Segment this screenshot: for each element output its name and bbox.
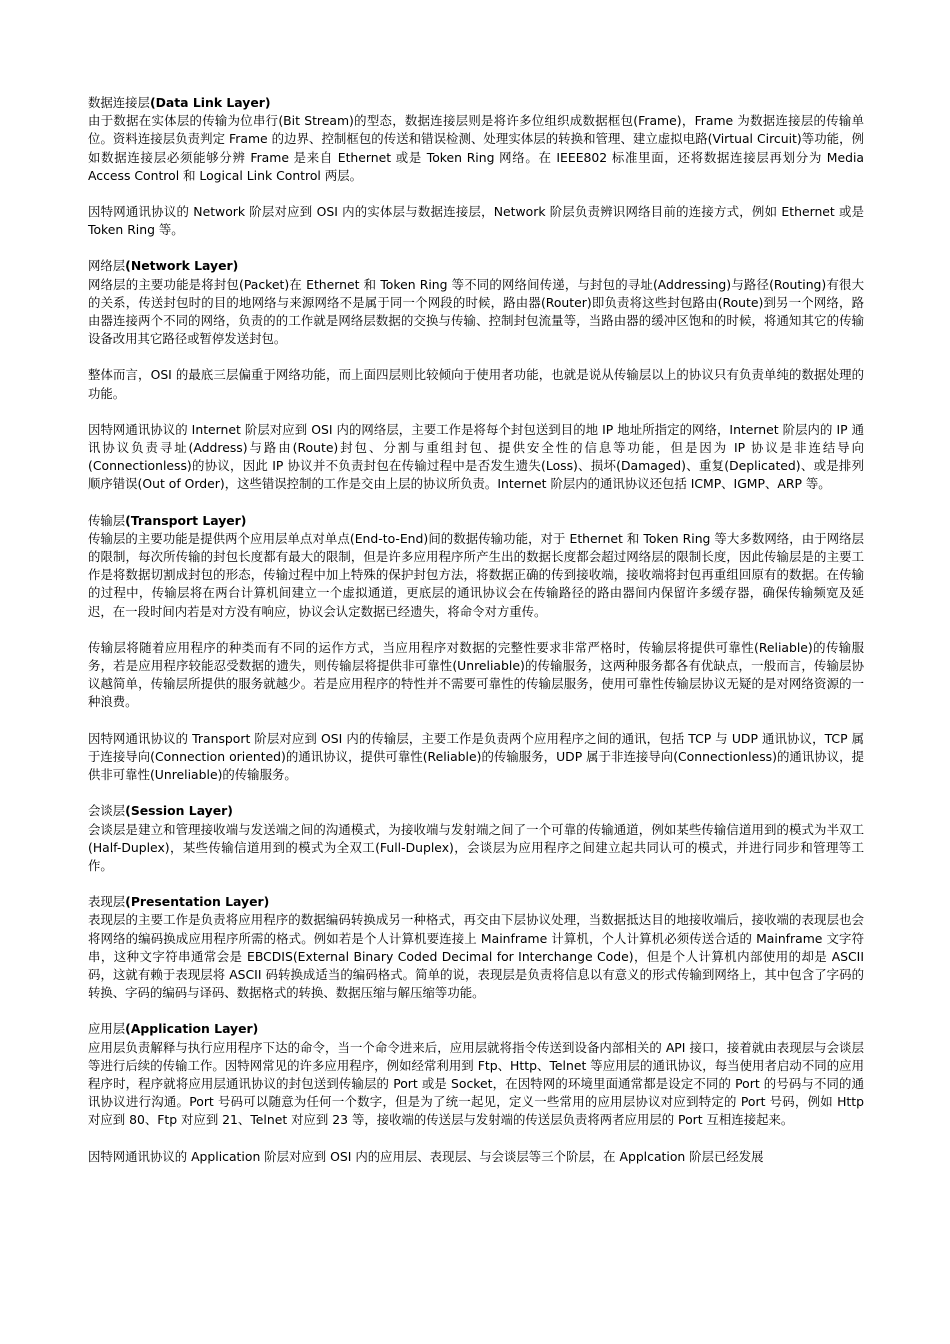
heading-en: (Data Link Layer) [149, 95, 271, 110]
heading-en: (Session Layer) [125, 803, 233, 819]
network-paragraph-1: 网络层的主要功能是将封包(Packet)在 Ethernet 和 Token Ring 等不同的网络间传递，与封包的寻址(Addressing)与路径(Routing)有很大的关系，传送封包时的目的地网络与来源网络不是属于同一个网段的时候，路由器(Router)即负责将这些封包路由(Route)到另一个网络，路由器连接两个不同的网络，负责的的工作就是网络层数据的交换与传输、控制封包流量等，当路由器的缓冲区饱和的时候，将通知其它的传输设备改用其它路径或暂停发送封包。 [88, 276, 864, 347]
heading-cn: 会谈层 [88, 803, 126, 819]
session-paragraph-1: 会谈层是建立和管理接收端与发送端之间的沟通模式，为接收端与发射端之间了一个可靠的传输通道，例如某些传输信道用到的模式为半双工(Half-Duplex)，某些传输信道用到的模式为全双工(Full-Duplex)，会谈层为应用程序之间建立起共同认可的模式，并进行同步和管理等工作。 [88, 821, 864, 873]
heading-cn: 网络层 [88, 258, 126, 274]
heading-cn: 表现层 [88, 894, 126, 910]
presentation-paragraph-1: 表现层的主要工作是负责将应用程序的数据编码转换成另一种格式，再交由下层协议处理，当数据抵达目的地接收端后，接收端的表现层也会将网络的编码换成应用程序所需的格式。例如若是个人计算机要连接上 Mainframe 计算机，个人计算机必须传送合适的 Mainframe 文字符串，这种文字符串通常会是 EBCDIS(External Binary Coded Decimal for Interchange Code)，但是个人计算机内部使用的却是 ASCII 码，这就有赖于表现层将 ASCII 码转换成适当的编码格式。简单的说，表现层是负责将信息以有意义的形式传输到网络上，其中包含了字码的转换、字码的编码与译码、数据格式的转换、数据压缩与解压缩等功能。 [88, 912, 864, 1001]
heading-cn: 应用层 [88, 1021, 126, 1037]
application-paragraph-1: 应用层负责解释与执行应用程序下达的命令，当一个命令进来后，应用层就将指令传送到设备内部相关的 API 接口，接着就由表现层与会谈层等进行后续的传输工作。因特网常见的许多应用程序，例如经常利用到 Ftp、Http、Telnet 等应用层的通讯协议，每当使用者启动不同的应用程序时，程序就将应用层通讯协议的封包送到传输层的 Port 或是 Socket，在因特网的环境里面通常都是设定不同的 Port 的号码与不同的通讯协议进行沟通。Port 号码可以随意为任何一个数字，但是为了统一起见，定义一些常用的应用层协议对应到特定的 Port 号码，例如 Http 对应到 80、Ftp 对应到 21、Telnet 对应到 23 等，接收端的传送层与发射端的传送层负责将两者应用层的 Port 互相连接起来。 [88, 1039, 864, 1128]
transport-layer-heading [88, 512, 864, 530]
heading-en: (Application Layer) [125, 1021, 259, 1037]
document-page [88, 94, 864, 1166]
heading-cn: 传输层 [88, 512, 126, 528]
heading-en: (Presentation Layer) [125, 894, 270, 910]
presentation-layer-heading [88, 893, 864, 911]
transport-paragraph-3: 因特网通讯协议的 Transport 阶层对应到 OSI 内的传输层，主要工作是负责两个应用程序之间的通讯，包括 TCP 与 UDP 通讯协议，TCP 属于连接导向(Connection oriented)的通讯协议，提供可靠性(Reliable)的传输服务，UDP 属于非连接导向(Connectionless)的通讯协议，提供非可靠性(Unreliable)的传输服务。 [88, 730, 864, 783]
heading-en: (Network Layer) [125, 258, 239, 274]
application-layer-heading [88, 1020, 864, 1038]
transport-paragraph-2: 传输层将随着应用程序的种类而有不同的运作方式，当应用程序对数据的完整性要求非常严格时，传输层将提供可靠性(Reliable)的传输服务，若是应用程序较能忍受数据的遗失，则传输层将提供非可靠性(Unreliable)的传输服务，这两种服务都各有优缺点，一般而言，传输层协议越简单，传输层所提供的服务就越少。若是应用程序的特性并不需要可靠性的传输层服务，使用可靠性传输层协议无疑的是对网络资源的一种浪费。 [88, 639, 864, 710]
transport-paragraph-1: 传输层的主要功能是提供两个应用层单点对单点(End-to-End)间的数据传输功能，对于 Ethernet 和 Token Ring 等大多数网络，由于网络层的限制，每次所传输的封包长度都有最大的限制，但是许多应用程序所产生出的数据长度都会超过网络层的限制长度，因此传输层是的主要工作是将数据切割成封包的形态，传输过程中加上特殊的保护封包方法，将数据正确的传到接收端，接收端将封包再重组回原有的数据。在传输的过程中，传输层将在两台计算机间建立一个虚拟通道，更底层的通讯协议会在传输路径的路由器间内保留许多缓存器，确保传输频宽及延迟，在一段时间内若是对方没有响应，协议会认定数据已经遗失，将命令对方重传。 [88, 530, 864, 619]
network-layer-heading [88, 257, 864, 275]
data-link-paragraph-1: 由于数据在实体层的传输为位串行(Bit Stream)的型态，数据连接层则是将许多位组织成数据框包(Frame)，Frame 为数据连接层的传输单位。资料连接层负责判定 Frame 的边界、控制框包的传送和错误检测、处理实体层的转换和管理、建立虚拟电路(Virtual Circuit)等功能，例如数据连接层必须能够分辨 Frame 是来自 Ethernet 或是 Token Ring 网络。在 IEEE802 标准里面，还将数据连接层再划分为 Media Access Control 和 Logical Link Control 两层。 [88, 113, 864, 183]
heading-cn: 数据连接层 [88, 95, 150, 110]
application-paragraph-2: 因特网通讯协议的 Application 阶层对应到 OSI 内的应用层、表现层、与会谈层等三个阶层，在 Applcation 阶层已经发展 [88, 1148, 764, 1164]
data-link-paragraph-2: 因特网通讯协议的 Network 阶层对应到 OSI 内的实体层与数据连接层，Network 阶层负责辨识网络目前的连接方式，例如 Ethernet 或是 Token Ring 等。 [88, 204, 864, 238]
data-link-layer-heading [88, 94, 864, 112]
heading-en: (Transport Layer) [125, 512, 247, 528]
network-paragraph-2: 整体而言，OSI 的最底三层偏重于网络功能，而上面四层则比较倾向于使用者功能，也就是说从传输层以上的协议只有负责单纯的数据处理的功能。 [88, 367, 864, 401]
session-layer-heading [88, 802, 864, 820]
network-paragraph-3: 因特网通讯协议的 Internet 阶层对应到 OSI 内的网络层，主要工作是将每个封包送到目的地 IP 地址所指定的网络，Internet 阶层内的 IP 通讯协议负责寻址(Address)与路由(Route)封包、分割与重组封包、提供安全性的信息等功能，但是因为 IP 协议是非连结导向(Connectionless)的协议，因此 IP 协议并不负责封包在传输过程中是否发生遗失(Loss)、损坏(Damaged)、重复(Deplicated)、或是排列顺序错误(Out of Order)，这些错误控制的工作是交由上层的协议所负责。Internet 阶层内的通讯协议还包括 ICMP、IGMP、ARP 等。 [88, 421, 864, 492]
